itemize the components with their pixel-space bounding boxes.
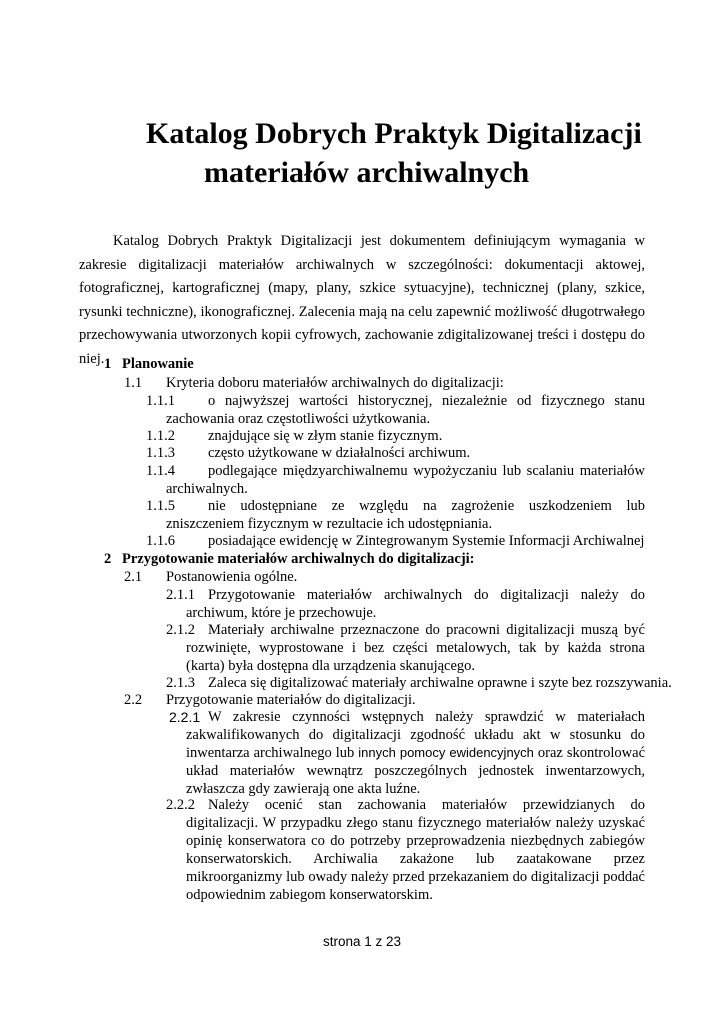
item-1-1-3-number: 1.1.3 xyxy=(146,445,175,461)
item-1-1-4-number: 1.1.4 xyxy=(146,463,175,479)
section-2-number: 2 xyxy=(104,551,112,567)
item-2-2-1-number: 2.2.1 xyxy=(169,709,201,725)
section-1-1-number: 1.1 xyxy=(124,375,143,391)
item-2-2-1-text-a: W zakresie czynności wstępnych należy sprawdzić w materiałach zakwalifikowanych do digitalizacji zgodność układu akt w stosunku do inwentarza archiwalnego lub xyxy=(186,709,645,761)
item-1-1-2-text: znajdujące się w złym stanie fizycznym. xyxy=(208,428,443,444)
item-2-1-1-text: Przygotowanie materiałów archiwalnych do digitalizacji należy do archiwum, które je przechowuje. xyxy=(186,587,645,621)
item-1-1-6-number: 1.1.6 xyxy=(146,533,175,549)
section-2-title: Przygotowanie materiałów archiwalnych do digitalizacji: xyxy=(122,551,475,567)
item-2-1-2-number: 2.1.2 xyxy=(166,622,195,638)
section-1-title: Planowanie xyxy=(122,356,194,372)
item-2-2-2-number: 2.2.2 xyxy=(166,797,195,813)
item-1-1-5-number: 1.1.5 xyxy=(146,498,175,514)
item-1-1-5-text: nie udostępniane ze względu na zagrożenie uszkodzeniem lub zniszczeniem fizycznym w rezultacie ich udostępniania. xyxy=(166,498,645,532)
item-2-2-1-text-b: innych pomocy ewidencyjnych xyxy=(358,745,534,760)
document-title-line-2: materiałów archiwalnych xyxy=(204,156,530,189)
item-1-1-4-text: podlegające międzyarchiwalnemu wypożyczaniu lub scalaniu materiałów archiwalnych. xyxy=(166,463,645,497)
intro-paragraph: Katalog Dobrych Praktyk Digitalizacji jest dokumentem definiującym wymagania w zakresie digitalizacji materiałów archiwalnych w szczególności: dokumentacji aktowej, fotograficznej, kartograficznej (mapy, plany, szkice sytuacyjne), technicznej (plany, szkice, rysunki techniczne), ikonograficznej. Zalecenia mają na celu zapewnić możliwość długotrwałego przechowywania utworzonych kopii cyfrowych, zachowanie zdigitalizowanej treści i dostępu do niej. xyxy=(79,233,645,367)
item-2-2-1-text-c: oraz skontrolować układ materiałów wewnątrz poszczególnych jednostek inwentarzowych, zwłaszcza gdy zawierają one akta luźne. xyxy=(186,745,646,797)
item-2-2-2-text: Należy ocenić stan zachowania materiałów przewidzianych do digitalizacji. W przypadku złego stanu fizycznego materiałów należy uzyskać opinię konserwatora co do potrzeby przeprowadzenia niezbędnych zabiegów konserwatorskich. Archiwalia zakażone lub zaatakowane przez mikroorganizmy lub owady należy przed przekazaniem do digitalizacji poddać odpowiednim zabiegom konserwatorskim. xyxy=(186,797,645,903)
section-2-1-text: Postanowienia ogólne. xyxy=(166,569,298,585)
page-footer: strona 1 z 23 xyxy=(322,934,402,949)
item-2-1-3-text: Zaleca się digitalizować materiały archiwalne oprawne i szyte bez rozszywania. xyxy=(208,675,672,691)
item-1-1-6-text: posiadające ewidencję w Zintegrowanym Systemie Informacji Archiwalnej xyxy=(208,533,645,549)
document-title-line-1: Katalog Dobrych Praktyk Digitalizacji xyxy=(146,117,642,150)
section-1-1-text: Kryteria doboru materiałów archiwalnych do digitalizacji: xyxy=(166,375,504,391)
item-2-1-2-text: Materiały archiwalne przeznaczone do pracowni digitalizacji muszą być rozwinięte, wyprostowane i bez części metalowych, tak by każda strona (karta) była dostępna dla urządzenia skanującego. xyxy=(186,622,645,674)
item-2-1-3-number: 2.1.3 xyxy=(166,675,195,691)
item-2-2-1-text xyxy=(186,708,645,798)
item-1-1-2-number: 1.1.2 xyxy=(146,428,175,444)
section-1-number: 1 xyxy=(104,356,112,372)
item-1-1-1-text: o najwyższej wartości historycznej, niezależnie od fizycznego stanu zachowania oraz częstotliwości użytkowania. xyxy=(166,393,645,427)
section-2-2-text: Przygotowanie materiałów do digitalizacji. xyxy=(166,692,416,708)
item-1-1-1-number: 1.1.1 xyxy=(146,393,175,409)
section-2-2-number: 2.2 xyxy=(124,692,143,708)
item-1-1-3-text: często użytkowane w działalności archiwum. xyxy=(208,445,471,461)
item-2-1-1-number: 2.1.1 xyxy=(166,587,195,603)
section-2-1-number: 2.1 xyxy=(124,569,143,585)
